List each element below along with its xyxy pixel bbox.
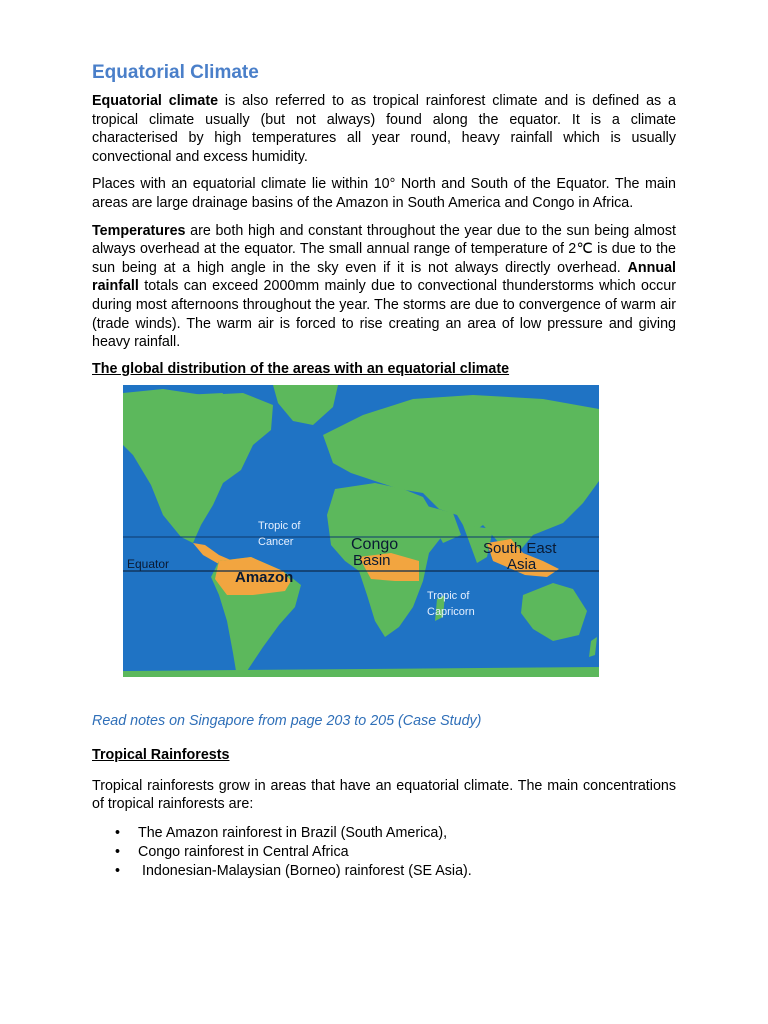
page-title: Equatorial Climate: [92, 62, 259, 83]
rainforest-list: [92, 824, 676, 881]
paragraph-temperatures: [92, 222, 676, 352]
list-item: [92, 862, 676, 881]
se-asia-label-2: Asia: [507, 555, 537, 573]
tropic-capricorn-label-2: Capricorn: [427, 605, 475, 618]
list-item-text: The Amazon rainforest in Brazil (South America),: [138, 824, 448, 841]
bullet-icon: •: [115, 824, 121, 841]
list-item: [92, 843, 676, 862]
bold-term: Temperatures: [92, 222, 186, 239]
bold-term: Annual rainfall: [92, 259, 676, 295]
bullet-icon: •: [115, 862, 121, 879]
document-page: [92, 62, 676, 881]
list-item: [92, 824, 676, 843]
amazon-label: Amazon: [235, 568, 294, 586]
tropic-capricorn-label-1: Tropic of: [427, 589, 470, 602]
se-asia-label-1: South East: [483, 539, 557, 557]
tropic-cancer-label-2: Cancer: [258, 535, 294, 548]
case-study-note[interactable]: Read notes on Singapore from page 203 to 205 (Case Study): [92, 712, 482, 729]
rainforest-intro: Tropical rainforests grow in areas that have an equatorial climate. The main concentrations of tropical rainforests are:: [92, 777, 676, 813]
map-heading: The global distribution of the areas with an equatorial climate: [92, 360, 510, 377]
bullet-icon: •: [115, 843, 121, 860]
congo-label-2: Basin: [353, 551, 391, 569]
paragraph-location: Places with an equatorial climate lie within 10° North and South of the Equator. The main areas are large drainage basins of the Amazon in South America and Congo in Africa.: [92, 176, 676, 211]
congo-label-1: Congo: [351, 535, 399, 553]
list-item-text: Congo rainforest in Central Africa: [138, 843, 349, 860]
paragraph-text: are both high and constant throughout the year due to the sun being almost always overhead at the equator. The small annual range of temperature of 2℃ is due to the sun being at a high angle in the sky even if it is not always directly overhead.: [92, 222, 676, 276]
paragraph-text: is also referred to as tropical rainforest climate and is defined as a tropical climate usually (but not always) found along the equator. It is a climate characterised by high temperatures all year round, heavy rainfall which is usually convectional and excess humidity.: [92, 93, 676, 165]
world-map: [123, 385, 599, 677]
tropic-cancer-label-1: Tropic of: [258, 519, 301, 532]
paragraph-definition: [92, 92, 676, 166]
rainforest-heading: Tropical Rainforests: [92, 746, 230, 763]
list-item-text: Indonesian-Malaysian (Borneo) rainforest (SE Asia).: [138, 862, 472, 879]
equator-label: Equator: [127, 556, 170, 571]
bold-term: Equatorial climate: [92, 93, 219, 109]
world-map-graphic: [123, 385, 599, 677]
paragraph-text: totals can exceed 2000mm mainly due to convectional thunderstorms which occur during most afternoons throughout the year. The storms are due to convergence of warm air (trade winds). The warm air is forced to rise creating an area of low pressure and giving heavy rainfall.: [92, 278, 676, 351]
